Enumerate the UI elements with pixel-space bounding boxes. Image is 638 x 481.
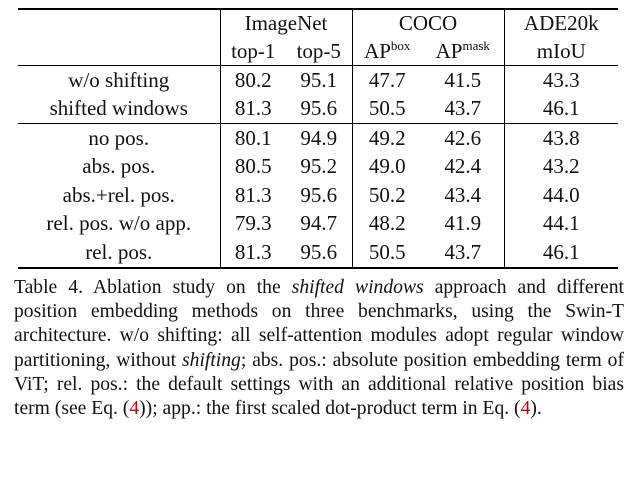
table-row [18,153,618,182]
table-caption [14,276,624,421]
caption-emph-1: shifted windows [291,277,424,298]
cell-imagenet-top5: 94.7 [300,211,338,236]
table-row [18,124,618,153]
cell-imagenet-top1: 81.3 [220,95,286,124]
cell-ade20k-miou: 44.0 [504,181,618,210]
cell-ade20k-miou: 43.2 [504,153,618,182]
row-label: w/o shifting [68,67,170,92]
header-ade20k: ADE20k [504,10,618,37]
row-label: shifted windows [49,96,188,121]
header-row-groups [18,10,618,37]
cell-imagenet-top5: 95.1 [300,67,338,92]
row-label: no pos. [88,125,150,150]
row-label: rel. pos. w/o app. [46,211,192,236]
cell-coco-ap-box: 50.2 [352,181,422,210]
cell-coco-ap-mask: 43.7 [444,239,482,264]
ap-mask-base: AP [435,38,463,63]
cell-coco-ap-box: 50.5 [352,95,422,124]
cell-imagenet-top5: 95.2 [300,154,338,179]
cell-imagenet-top1: 81.3 [220,238,286,267]
ap-box-sup: box [390,37,411,53]
cell-coco-ap-mask: 41.9 [444,211,482,236]
cell-coco-ap-mask: 43.7 [444,96,482,121]
header-miou: mIoU [504,37,618,66]
cell-coco-ap-mask: 42.6 [444,125,482,150]
caption-part-3: ; abs. pos.: absolute position embedding term of ViT; rel. pos.: the default settings with an additional relative position bias term (see Eq. ( [14,349,624,420]
header-coco: COCO [352,10,504,37]
cell-coco-ap-box: 48.2 [352,210,422,239]
ap-mask-sup: mask [462,37,490,53]
cell-coco-ap-mask: 41.5 [444,67,482,92]
cell-imagenet-top1: 79.3 [220,210,286,239]
header-imagenet: ImageNet [220,10,352,37]
cell-coco-ap-box: 49.0 [352,153,422,182]
cell-ade20k-miou: 43.3 [504,66,618,95]
cell-imagenet-top5: 94.9 [300,125,338,150]
cell-coco-ap-box: 50.5 [352,238,422,267]
cell-ade20k-miou: 46.1 [504,238,618,267]
header-ap-mask [422,37,504,66]
equation-ref-link[interactable]: 4 [129,398,140,420]
cell-imagenet-top1: 81.3 [220,181,286,210]
header-top1: top-1 [220,37,286,66]
header-ap-box [352,37,422,66]
cell-ade20k-miou: 44.1 [504,210,618,239]
table-row [18,210,618,239]
cell-coco-ap-mask: 42.4 [444,154,482,179]
row-label: abs.+rel. pos. [62,182,175,207]
cell-coco-ap-box: 47.7 [352,66,422,95]
cell-imagenet-top5: 95.6 [300,96,338,121]
table-section-position [18,124,618,267]
table-section-shifting [18,66,618,124]
caption-emph-2: shifting [182,349,241,371]
header-corner [18,10,220,37]
cell-imagenet-top1: 80.2 [220,66,286,95]
caption-part-5: ). [530,398,542,420]
caption-part-4: )); app.: the first scaled dot-product term in Eq. ( [139,398,521,420]
cell-ade20k-miou: 46.1 [504,95,618,124]
cell-imagenet-top1: 80.1 [220,124,286,153]
cell-coco-ap-mask: 43.4 [444,182,482,207]
ablation-table [18,8,618,269]
table-row [18,66,618,95]
table-row [18,181,618,210]
caption-part-1: Table 4. Ablation study on the [14,277,292,298]
cell-coco-ap-box: 49.2 [352,124,422,153]
header-top5: top-5 [296,38,341,63]
header-row-metrics [18,37,618,66]
header-corner-2 [18,37,220,66]
table-row [18,95,618,124]
cell-ade20k-miou: 43.8 [504,124,618,153]
table-row [18,238,618,267]
row-label: rel. pos. [85,239,153,264]
caption-part-2: approach and different position embedding methods on three benchmarks, using the Swin-T architecture. w/o shifting: all self-attention modules adopt regular window partitioning, without [14,277,624,371]
row-label: abs. pos. [82,154,156,179]
cell-imagenet-top5: 95.6 [300,239,338,264]
cell-imagenet-top5: 95.6 [300,182,338,207]
equation-ref-link[interactable]: 4 [520,398,531,420]
cell-imagenet-top1: 80.5 [220,153,286,182]
ap-box-base: AP [364,38,391,63]
